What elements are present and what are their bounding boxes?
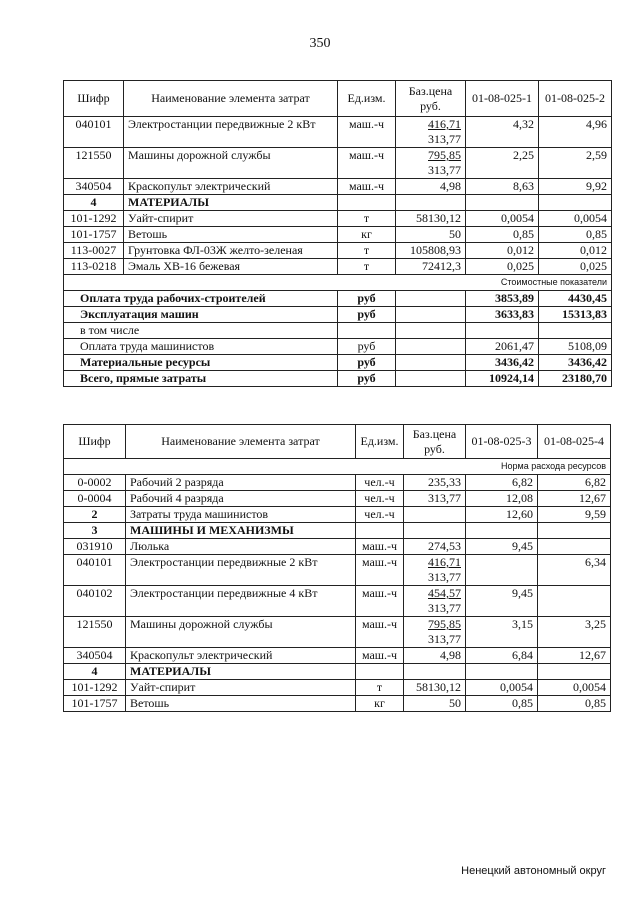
- unit-cell: чел.-ч: [356, 507, 404, 523]
- unit-cell: маш.-ч: [356, 648, 404, 664]
- price-secondary: 313,77: [428, 163, 461, 177]
- code-cell: 101-1292: [64, 211, 124, 227]
- summary-unit: руб: [338, 291, 396, 307]
- price-secondary: 313,77: [428, 601, 461, 615]
- name-cell: Машины дорожной службы: [126, 617, 356, 648]
- summary-value: 3853,89: [466, 291, 539, 307]
- value-cell: 8,63: [466, 179, 539, 195]
- code-cell: 340504: [64, 648, 126, 664]
- price-secondary: 313,77: [428, 632, 461, 646]
- norm-note: Норма расхода ресурсов: [64, 459, 611, 475]
- price-cell: 313,77: [404, 491, 466, 507]
- page-number: 350: [309, 36, 331, 51]
- unit-cell: маш.-ч: [356, 555, 404, 586]
- price-secondary: 313,77: [428, 132, 461, 146]
- header-price: Баз.цена руб.: [404, 425, 466, 459]
- code-cell: 121550: [64, 617, 126, 648]
- value-cell: 0,85: [466, 227, 539, 243]
- name-cell: Рабочий 2 разряда: [126, 475, 356, 491]
- header-unit: Ед.изм.: [338, 81, 396, 117]
- summary-label: Оплата труда рабочих-строителей: [64, 291, 338, 307]
- value-cell: [538, 586, 611, 617]
- value-cell: 9,92: [539, 179, 612, 195]
- value-cell: 12,67: [538, 491, 611, 507]
- value-cell: 2,59: [539, 148, 612, 179]
- table-row: [64, 211, 612, 227]
- price-value: 795,85: [428, 148, 461, 162]
- value-cell: 2,25: [466, 148, 539, 179]
- table-row: [64, 243, 612, 259]
- code-cell: 040101: [64, 555, 126, 586]
- value-cell: 9,45: [466, 539, 538, 555]
- summary-unit: руб: [338, 355, 396, 371]
- section-row: [64, 507, 611, 523]
- cost-note-row: [64, 275, 612, 291]
- header-code: Шифр: [64, 81, 124, 117]
- name-cell: Ветошь: [124, 227, 338, 243]
- price-value: 795,85: [428, 617, 461, 631]
- name-cell: Ветошь: [126, 696, 356, 712]
- value-cell: 3,25: [538, 617, 611, 648]
- value-cell: 6,82: [538, 475, 611, 491]
- norm-note-row: [64, 459, 611, 475]
- value-cell: 4,32: [466, 117, 539, 148]
- value-cell: 4,96: [539, 117, 612, 148]
- code-cell: 113-0027: [64, 243, 124, 259]
- header-col1: 01-08-025-1: [466, 81, 539, 117]
- table-row: [64, 555, 611, 586]
- table-row: [64, 117, 612, 148]
- section-code: 2: [64, 507, 126, 523]
- value-cell: 0,0054: [466, 680, 538, 696]
- section-name: МАТЕРИАЛЫ: [126, 664, 356, 680]
- name-cell: Уайт-спирит: [126, 680, 356, 696]
- unit-cell: маш.-ч: [338, 148, 396, 179]
- name-cell: Грунтовка ФЛ-03Ж желто-зеленая: [124, 243, 338, 259]
- summary-value: 10924,14: [466, 371, 539, 387]
- section-row: [64, 664, 611, 680]
- value-cell: 0,85: [539, 227, 612, 243]
- table-row: [64, 696, 611, 712]
- summary-value: 3633,83: [466, 307, 539, 323]
- code-cell: 121550: [64, 148, 124, 179]
- section-code: 4: [64, 195, 124, 211]
- cost-note: Стоимостные показатели: [64, 275, 612, 291]
- summary-unit: руб: [338, 371, 396, 387]
- unit-cell: чел.-ч: [356, 475, 404, 491]
- unit-cell: т: [338, 259, 396, 275]
- code-cell: 040102: [64, 586, 126, 617]
- table-row: [64, 148, 612, 179]
- name-cell: Машины дорожной службы: [124, 148, 338, 179]
- table-row: [64, 539, 611, 555]
- summary-row: [64, 355, 612, 371]
- code-cell: 101-1757: [64, 696, 126, 712]
- section-name: МАШИНЫ И МЕХАНИЗМЫ: [126, 523, 356, 539]
- table-row: [64, 680, 611, 696]
- price-cell: [404, 617, 466, 648]
- price-cell: 58130,12: [396, 211, 466, 227]
- header-col1: 01-08-025-3: [466, 425, 538, 459]
- unit-cell: т: [338, 211, 396, 227]
- header-col2: 01-08-025-2: [539, 81, 612, 117]
- summary-row: [64, 323, 612, 339]
- price-cell: 274,53: [404, 539, 466, 555]
- name-cell: Рабочий 4 разряда: [126, 491, 356, 507]
- table-row: [64, 586, 611, 617]
- table-header: [64, 81, 612, 117]
- name-cell: Уайт-спирит: [124, 211, 338, 227]
- value-cell: 0,85: [538, 696, 611, 712]
- price-cell: 235,33: [404, 475, 466, 491]
- table-row: [64, 179, 612, 195]
- code-cell: 0-0002: [64, 475, 126, 491]
- value-cell: 9,59: [538, 507, 611, 523]
- header-name: Наименование элемента затрат: [124, 81, 338, 117]
- code-cell: 101-1292: [64, 680, 126, 696]
- price-value: 416,71: [428, 555, 461, 569]
- header-name: Наименование элемента затрат: [126, 425, 356, 459]
- value-cell: 6,84: [466, 648, 538, 664]
- price-cell: 4,98: [404, 648, 466, 664]
- summary-label: Эксплуатация машин: [64, 307, 338, 323]
- value-cell: 3,15: [466, 617, 538, 648]
- summary-row: [64, 339, 612, 355]
- summary-label: Всего, прямые затраты: [64, 371, 338, 387]
- name-cell: Краскопульт электрический: [124, 179, 338, 195]
- value-cell: 0,012: [466, 243, 539, 259]
- price-cell: 50: [396, 227, 466, 243]
- unit-cell: чел.-ч: [356, 491, 404, 507]
- value-cell: 0,85: [466, 696, 538, 712]
- table-row: [64, 491, 611, 507]
- price-cell: [396, 148, 466, 179]
- price-cell: 4,98: [396, 179, 466, 195]
- value-cell: 12,60: [466, 507, 538, 523]
- summary-label: в том числе: [64, 323, 338, 339]
- name-cell: Электростанции передвижные 2 кВт: [124, 117, 338, 148]
- value-cell: [466, 555, 538, 586]
- header-code: Шифр: [64, 425, 126, 459]
- unit-cell: маш.-ч: [356, 617, 404, 648]
- unit-cell: маш.-ч: [338, 117, 396, 148]
- summary-value: 23180,70: [539, 371, 612, 387]
- table-header: [64, 425, 611, 459]
- code-cell: 040101: [64, 117, 124, 148]
- section-name: МАТЕРИАЛЫ: [124, 195, 338, 211]
- summary-label: Материальные ресурсы: [64, 355, 338, 371]
- price-cell: [404, 555, 466, 586]
- price-cell: 58130,12: [404, 680, 466, 696]
- summary-row-total: [64, 371, 612, 387]
- summary-label: Оплата труда машинистов: [64, 339, 338, 355]
- header-price: Баз.цена руб.: [396, 81, 466, 117]
- unit-cell: маш.-ч: [356, 539, 404, 555]
- unit-cell: кг: [356, 696, 404, 712]
- code-cell: 340504: [64, 179, 124, 195]
- summary-value: 2061,47: [466, 339, 539, 355]
- section-row: [64, 523, 611, 539]
- footer-region: Ненецкий автономный округ: [461, 865, 606, 877]
- header-unit: Ед.изм.: [356, 425, 404, 459]
- summary-value: 4430,45: [539, 291, 612, 307]
- value-cell: 0,025: [466, 259, 539, 275]
- value-cell: 6,82: [466, 475, 538, 491]
- value-cell: 0,025: [539, 259, 612, 275]
- unit-cell: маш.-ч: [356, 586, 404, 617]
- summary-row: [64, 291, 612, 307]
- code-cell: 101-1757: [64, 227, 124, 243]
- summary-unit: руб: [338, 339, 396, 355]
- summary-value: 5108,09: [539, 339, 612, 355]
- resource-table-2: [63, 424, 611, 712]
- unit-cell: маш.-ч: [338, 179, 396, 195]
- price-cell: 72412,3: [396, 259, 466, 275]
- price-cell: [404, 586, 466, 617]
- price-cell: 105808,93: [396, 243, 466, 259]
- value-cell: 0,0054: [466, 211, 539, 227]
- value-cell: 0,0054: [538, 680, 611, 696]
- value-cell: 6,34: [538, 555, 611, 586]
- name-cell: Люлька: [126, 539, 356, 555]
- table-row: [64, 259, 612, 275]
- value-cell: 0,0054: [539, 211, 612, 227]
- table-row: [64, 475, 611, 491]
- value-cell: 9,45: [466, 586, 538, 617]
- table-row: [64, 648, 611, 664]
- summary-value: 3436,42: [539, 355, 612, 371]
- section-row: [64, 195, 612, 211]
- summary-unit: руб: [338, 307, 396, 323]
- name-cell: Эмаль ХВ-16 бежевая: [124, 259, 338, 275]
- price-value: 454,57: [428, 586, 461, 600]
- summary-value: 3436,42: [466, 355, 539, 371]
- resource-table-1: [63, 80, 612, 387]
- table-row: [64, 227, 612, 243]
- name-cell: Электростанции передвижные 4 кВт: [126, 586, 356, 617]
- summary-row: [64, 307, 612, 323]
- code-cell: 113-0218: [64, 259, 124, 275]
- unit-cell: кг: [338, 227, 396, 243]
- price-secondary: 313,77: [428, 570, 461, 584]
- value-cell: 12,67: [538, 648, 611, 664]
- price-value: 416,71: [428, 117, 461, 131]
- value-cell: 12,08: [466, 491, 538, 507]
- section-code: 3: [64, 523, 126, 539]
- unit-cell: т: [338, 243, 396, 259]
- table-row: [64, 617, 611, 648]
- price-cell: [396, 117, 466, 148]
- header-col2: 01-08-025-4: [538, 425, 611, 459]
- section-code: 4: [64, 664, 126, 680]
- summary-value: 15313,83: [539, 307, 612, 323]
- price-cell: 50: [404, 696, 466, 712]
- code-cell: 0-0004: [64, 491, 126, 507]
- unit-cell: т: [356, 680, 404, 696]
- code-cell: 031910: [64, 539, 126, 555]
- name-cell: Краскопульт электрический: [126, 648, 356, 664]
- name-cell: Электростанции передвижные 2 кВт: [126, 555, 356, 586]
- value-cell: 0,012: [539, 243, 612, 259]
- value-cell: [538, 539, 611, 555]
- section-name: Затраты труда машинистов: [126, 507, 356, 523]
